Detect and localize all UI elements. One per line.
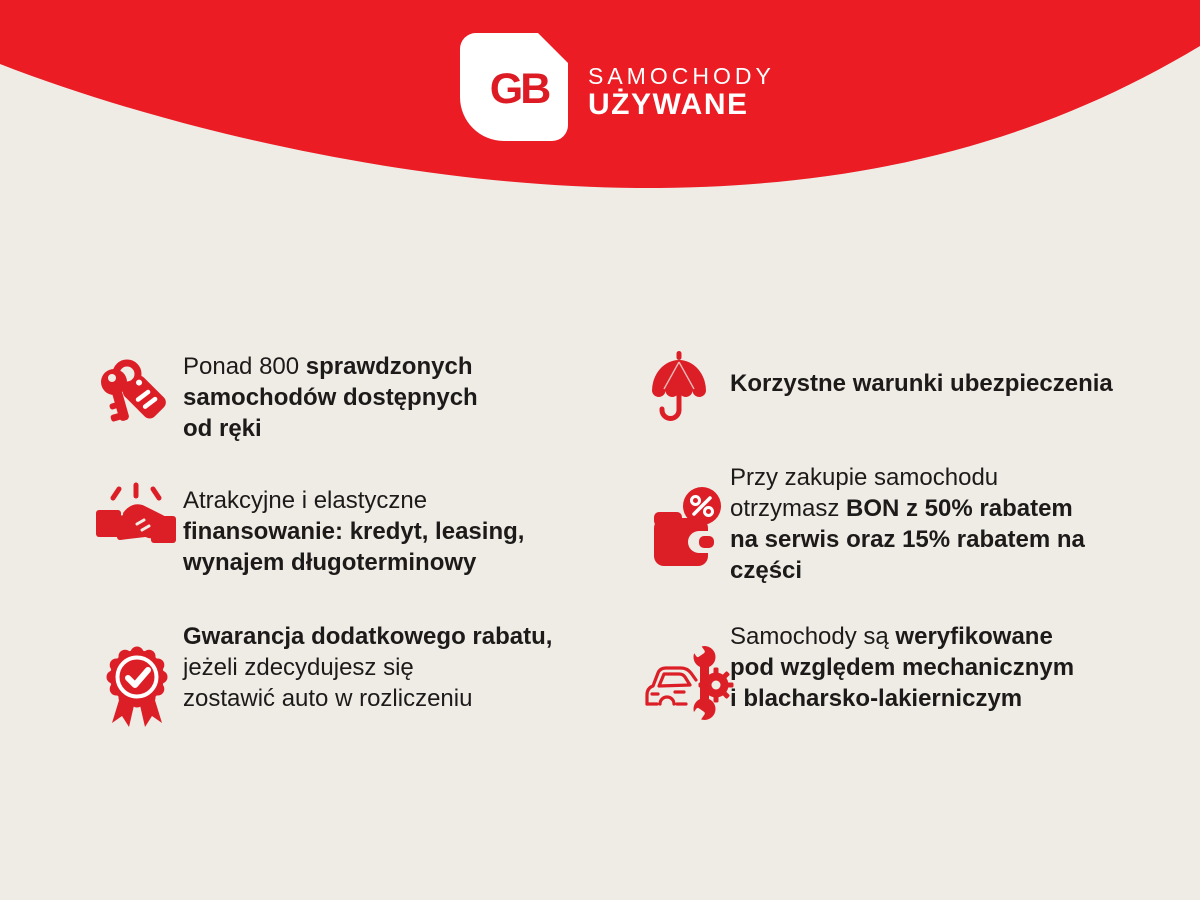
feature-line: od ręki xyxy=(183,415,262,442)
feature-line: wynajem długoterminowy xyxy=(183,549,477,576)
feature-financing xyxy=(96,485,524,578)
feature-line: Samochody są weryfikowane xyxy=(730,623,1053,650)
umbrella-icon xyxy=(650,350,708,428)
feature-line: Przy zakupie samochodu xyxy=(730,464,999,491)
feature-icon-col xyxy=(96,485,183,568)
feature-trade-in-discount xyxy=(96,621,552,734)
feature-text xyxy=(183,485,524,578)
feature-icon-col xyxy=(96,621,183,734)
feature-line: Atrakcyjne i elastyczne xyxy=(183,487,428,514)
feature-line: zostawić auto w rozliczeniu xyxy=(183,685,473,712)
feature-line: części xyxy=(730,557,803,584)
feature-verification xyxy=(648,621,1074,728)
feature-icon-col xyxy=(648,462,730,573)
feature-icon-col xyxy=(648,368,730,433)
feature-icon-col xyxy=(96,351,183,437)
feature-line: Gwarancja dodatkowego rabatu, xyxy=(183,623,553,650)
feature-text xyxy=(730,621,1074,714)
feature-text xyxy=(730,462,1085,586)
feature-text xyxy=(730,368,1113,399)
feature-line: Ponad 800 sprawdzonych xyxy=(183,353,473,380)
feature-line: Korzystne warunki ubezpieczenia xyxy=(730,370,1113,397)
feature-line: jeżeli zdecydujesz się xyxy=(183,654,414,681)
logo-monogram: GB xyxy=(489,64,549,113)
feature-insurance xyxy=(648,368,1113,433)
key-tag-icon xyxy=(96,356,172,432)
brand-logo-card xyxy=(460,33,568,141)
feature-text xyxy=(183,621,552,714)
wallet-discount-icon xyxy=(652,486,726,568)
feature-line: i blacharsko-lakierniczym xyxy=(730,685,1023,712)
feature-line: na serwis oraz 15% rabatem na xyxy=(730,526,1085,553)
feature-line: samochodów dostępnych xyxy=(183,384,478,411)
brand-wordmark xyxy=(588,63,775,121)
feature-service-bonus xyxy=(648,462,1085,586)
car-service-icon xyxy=(644,643,734,723)
feature-line: finansowanie: kredyt, leasing, xyxy=(183,518,525,545)
feature-line: otrzymasz BON z 50% rabatem xyxy=(730,495,1073,522)
feature-text xyxy=(183,351,478,444)
brand-line-2: UŻYWANE xyxy=(588,88,749,121)
handshake-icon xyxy=(96,477,176,563)
brand-line-1: SAMOCHODY xyxy=(588,63,775,89)
feature-available-cars xyxy=(96,351,478,444)
award-badge-icon xyxy=(104,643,170,729)
feature-line: pod względem mechanicznym xyxy=(730,654,1075,681)
feature-icon-col xyxy=(648,621,730,728)
